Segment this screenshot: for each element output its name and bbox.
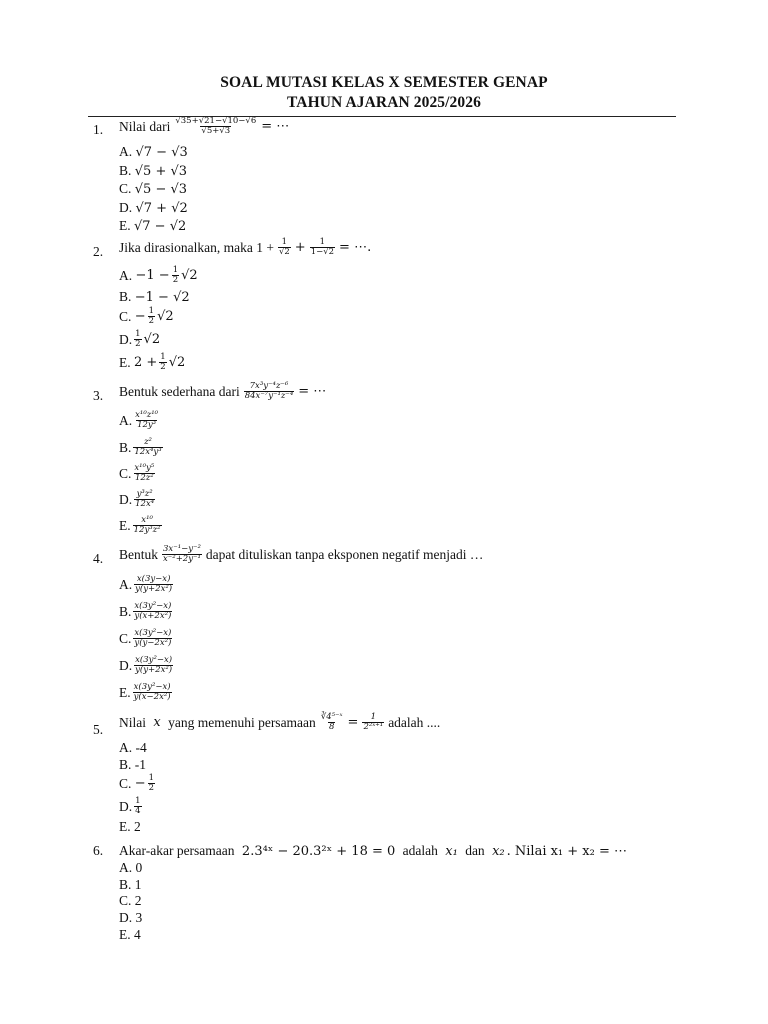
- option-label: B.: [119, 439, 132, 455]
- option-text: 4: [134, 927, 141, 942]
- fraction-denominator: 8: [328, 722, 335, 732]
- option-c[interactable]: [119, 629, 174, 648]
- option-text: 1: [134, 877, 142, 892]
- question-text: [119, 382, 326, 401]
- fraction-denominator: 12x⁴: [135, 499, 155, 509]
- option-label: C.: [119, 465, 132, 481]
- fraction-numerator: x(3y²−x): [134, 628, 172, 638]
- option-label: E.: [119, 927, 131, 942]
- fraction: [174, 117, 257, 136]
- option-a[interactable]: [119, 144, 188, 160]
- option-text: √7 − √3: [135, 144, 188, 160]
- question-number: 5.: [93, 722, 104, 737]
- fraction-denominator: 12x⁴y³: [134, 447, 162, 457]
- fraction-denominator: 2: [135, 339, 141, 349]
- fraction-numerator: 1: [135, 796, 141, 806]
- option-text: √7 + √2: [135, 200, 188, 216]
- question-suffix: = ⋯.: [339, 240, 372, 255]
- option-label: A.: [119, 412, 133, 428]
- option-label: C.: [119, 630, 132, 646]
- question-text: [119, 545, 483, 564]
- option-text: 2 +: [134, 355, 158, 370]
- option-text: √2: [181, 268, 198, 283]
- option-text: √5 + √3: [134, 163, 188, 179]
- option-label: B.: [119, 757, 132, 772]
- option-label: D.: [119, 200, 133, 215]
- option-a[interactable]: [119, 411, 161, 430]
- question-prefix: Akar-akar persamaan: [119, 843, 235, 858]
- option-e[interactable]: [119, 218, 186, 234]
- option-a[interactable]: [119, 575, 175, 594]
- option-label: E.: [119, 819, 131, 834]
- option-text: 2: [134, 893, 142, 908]
- option-text: √2: [168, 355, 186, 370]
- option-text: 3: [135, 910, 143, 925]
- question-prefix: Bentuk: [119, 546, 158, 562]
- option-e[interactable]: [119, 683, 174, 702]
- fraction-denominator: x⁻²+2y⁻¹: [163, 554, 201, 564]
- option-label: D.: [119, 331, 133, 347]
- question-suffix: . Nilai x₁ + x₂ = ⋯: [506, 843, 628, 859]
- option-d[interactable]: [119, 910, 142, 926]
- option-label: E.: [119, 684, 131, 700]
- question-mid: adalah: [402, 843, 438, 858]
- question-mid: yang memenuhi persamaan: [168, 714, 316, 730]
- fraction: [244, 382, 295, 401]
- option-a[interactable]: [119, 860, 142, 876]
- operator: =: [347, 715, 359, 730]
- fraction-denominator: y(y−2x²): [134, 638, 172, 648]
- option-label: C.: [119, 893, 132, 908]
- question-suffix: = ⋯: [298, 384, 327, 399]
- question-text: [119, 843, 627, 859]
- question-prefix: Jika dirasionalkan, maka 1 +: [119, 239, 274, 255]
- option-d[interactable]: [119, 656, 175, 675]
- question-number: 4.: [93, 551, 104, 566]
- option-b[interactable]: [119, 438, 165, 457]
- fraction-denominator: 2²ˣ⁺¹: [363, 722, 384, 732]
- option-text: 2: [134, 819, 141, 834]
- option-label: D.: [119, 910, 133, 925]
- fraction-numerator: x¹⁰z¹⁰: [135, 410, 159, 420]
- option-label: B.: [119, 877, 132, 892]
- option-label: A.: [119, 740, 133, 755]
- option-e[interactable]: [119, 927, 141, 943]
- fraction-denominator: 2: [160, 362, 166, 372]
- fraction-denominator: 2: [148, 783, 155, 793]
- option-d[interactable]: [119, 330, 160, 349]
- fraction-denominator: 84x⁻⁷y⁻¹z⁻⁴: [244, 391, 294, 401]
- fraction-numerator: x¹⁰y⁵: [134, 463, 155, 473]
- fraction-numerator: ∛4⁵⁻ˣ: [320, 712, 343, 722]
- option-label: E.: [119, 218, 131, 233]
- fraction-numerator: 1: [319, 237, 326, 247]
- option-a[interactable]: [119, 266, 198, 285]
- option-c[interactable]: [119, 774, 157, 793]
- option-label: A.: [119, 576, 133, 592]
- option-e[interactable]: [119, 819, 141, 835]
- document-subtitle: TAHUN AJARAN 2025/2026: [287, 94, 481, 111]
- option-c[interactable]: [119, 893, 142, 909]
- option-c[interactable]: [119, 181, 187, 197]
- fraction-numerator: 1: [148, 773, 155, 783]
- option-label: C.: [119, 181, 132, 196]
- fraction-numerator: x(3y−x): [136, 574, 171, 584]
- equation: 2.3⁴ˣ − 20.3²ˣ + 18 = 0: [241, 843, 396, 859]
- fraction-numerator: y³z²: [136, 489, 153, 499]
- fraction: [162, 545, 202, 564]
- question-suffix: adalah ....: [388, 714, 441, 730]
- fraction-numerator: x(3y²−x): [133, 682, 171, 692]
- question-text: [119, 117, 289, 136]
- question-suffix: = ⋯: [261, 119, 290, 134]
- fraction-numerator: z²: [144, 437, 152, 447]
- option-label: A.: [119, 267, 133, 283]
- fraction-numerator: 1: [160, 352, 166, 362]
- fraction-denominator: 1−√2: [310, 247, 335, 257]
- option-label: E.: [119, 517, 131, 533]
- option-b[interactable]: [119, 877, 142, 893]
- question-text: [119, 238, 371, 257]
- option-b[interactable]: [119, 757, 146, 773]
- fraction-numerator: 3x⁻¹−y⁻²: [163, 544, 201, 554]
- fraction-denominator: 12z²: [134, 473, 154, 483]
- option-label: E.: [119, 354, 131, 370]
- option-b[interactable]: [119, 289, 190, 305]
- fraction-denominator: 2: [148, 316, 155, 326]
- option-text: -1: [134, 757, 147, 772]
- option-text: −1 − √2: [134, 289, 190, 305]
- fraction: [278, 238, 291, 257]
- option-b[interactable]: [119, 163, 187, 179]
- document-title: SOAL MUTASI KELAS X SEMESTER GENAP: [220, 74, 548, 91]
- option-text: −: [134, 309, 146, 324]
- fraction-numerator: 7x³y⁻⁴z⁻⁶: [249, 381, 289, 391]
- option-text: −1 −: [135, 268, 170, 283]
- option-label: B.: [119, 289, 132, 304]
- variable-x2: x₂: [492, 843, 505, 859]
- fraction-denominator: y(y+2x²): [135, 665, 173, 675]
- fraction-denominator: 4: [135, 806, 141, 816]
- fraction: [320, 713, 344, 732]
- fraction-numerator: 1: [135, 329, 141, 339]
- fraction-numerator: 1: [281, 237, 288, 247]
- option-c[interactable]: [119, 307, 174, 326]
- option-label: D.: [119, 798, 133, 814]
- option-label: D.: [119, 657, 133, 673]
- option-text: √2: [143, 332, 161, 347]
- fraction-numerator: x¹⁰: [141, 515, 153, 525]
- option-label: B.: [119, 603, 132, 619]
- fraction: [362, 713, 384, 732]
- option-label: A.: [119, 860, 133, 875]
- option-label: C.: [119, 775, 132, 791]
- option-b[interactable]: [119, 602, 174, 621]
- fraction-denominator: 12y³: [137, 420, 157, 430]
- question-number: 6.: [93, 843, 104, 858]
- option-text: √2: [157, 309, 174, 324]
- option-text: 0: [135, 860, 143, 875]
- fraction-numerator: x(3y²−x): [134, 601, 172, 611]
- fraction-denominator: y(x+2x²): [134, 611, 172, 621]
- option-label: C.: [119, 308, 132, 324]
- fraction-denominator: √5+√3: [201, 126, 231, 136]
- fraction-denominator: 12y³z²: [133, 525, 161, 535]
- option-c[interactable]: [119, 464, 157, 483]
- question-number: 3.: [93, 388, 104, 403]
- fraction: [310, 238, 335, 257]
- fraction-denominator: √2: [278, 247, 290, 257]
- option-e[interactable]: [119, 516, 164, 535]
- question-prefix: Nilai dari: [119, 118, 171, 134]
- question-prefix: Bentuk sederhana dari: [119, 383, 240, 399]
- fraction-numerator: 1: [172, 265, 179, 275]
- variable: x: [153, 715, 161, 730]
- option-a[interactable]: [119, 740, 147, 756]
- fraction-numerator: 1: [148, 306, 155, 316]
- option-text: √5 − √3: [134, 181, 188, 197]
- option-text: -4: [135, 740, 147, 755]
- conjunction: dan: [465, 843, 485, 858]
- option-d[interactable]: [119, 200, 188, 216]
- option-d[interactable]: [119, 797, 144, 816]
- option-label: A.: [119, 144, 133, 159]
- operator: +: [294, 240, 306, 255]
- option-label: B.: [119, 163, 132, 178]
- question-number: 1.: [93, 122, 104, 137]
- option-label: D.: [119, 491, 133, 507]
- fraction-numerator: 1: [370, 712, 377, 722]
- question-text: [119, 713, 440, 732]
- option-text: √7 − √2: [134, 218, 187, 234]
- option-text: −: [134, 776, 146, 791]
- option-d[interactable]: [119, 490, 157, 509]
- fraction-numerator: x(3y²−x): [135, 655, 173, 665]
- fraction-denominator: y(y+2x²): [135, 584, 173, 594]
- fraction-denominator: 2: [172, 275, 179, 285]
- variable-x1: x₁: [445, 843, 458, 859]
- fraction-numerator: √35+√21−√10−√6: [175, 116, 257, 126]
- question-prefix: Nilai: [119, 714, 146, 730]
- question-number: 2.: [93, 244, 104, 259]
- fraction-denominator: y(x−2x²): [133, 692, 171, 702]
- option-e[interactable]: [119, 353, 185, 372]
- question-suffix: dapat dituliskan tanpa eksponen negatif menjadi …: [205, 546, 484, 562]
